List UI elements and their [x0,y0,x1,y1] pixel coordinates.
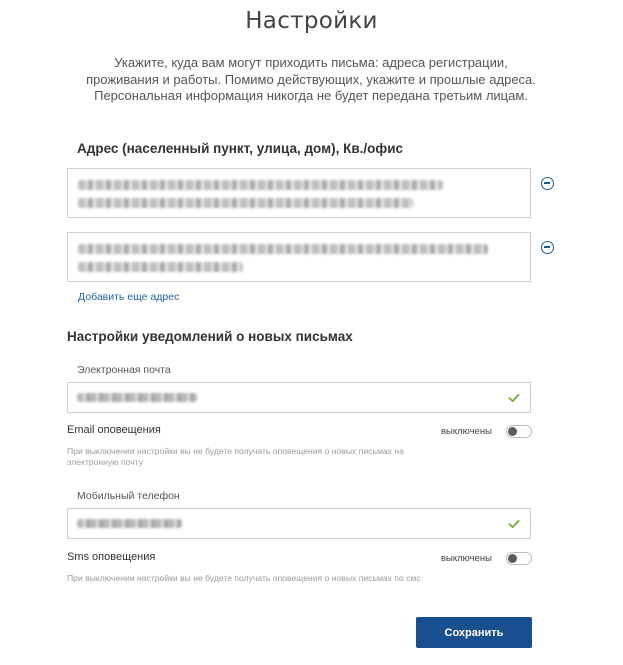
redacted-text [78,198,413,208]
redacted-text [77,519,182,528]
check-icon [508,392,520,404]
toggle-knob [508,554,517,563]
email-field-label: Электронная почта [77,364,171,376]
sms-notification-toggle[interactable] [506,552,532,565]
minus-circle-icon[interactable] [541,241,554,254]
email-notification-label: Email оповещения [67,424,161,436]
sms-notification-label: Sms оповещения [67,551,156,563]
redacted-text [77,393,197,402]
phone-field-label: Мобильный телефон [77,490,180,502]
sms-notification-status: выключены [441,553,492,564]
redacted-text [78,262,243,272]
address-section-label: Адрес (населенный пункт, улица, дом), Кв./офис [77,141,403,156]
redacted-text [78,180,443,190]
page-title: Настройки [245,8,378,34]
phone-field[interactable] [67,508,531,539]
toggle-knob [508,427,517,436]
email-notification-hint: При выключении настройки вы не будете получать оповещения о новых письмах на электронную почту [67,446,404,467]
check-icon [508,518,520,530]
intro-text: Укажите, куда вам могут приходить письма: адреса регистрации, проживания и работы. Помимо действующих, укажите и прошлые адреса. Персональная информация никогда не будет передана третьим лицам. [86,55,536,103]
add-address-link[interactable]: Добавить еще адрес [78,291,180,303]
notifications-heading: Настройки уведомлений о новых письмах [67,329,353,344]
email-notification-toggle[interactable] [506,425,532,438]
redacted-text [78,244,488,254]
minus-circle-icon[interactable] [541,177,554,190]
email-notification-status: выключены [441,426,492,437]
sms-notification-hint: При выключении настройки вы не будете получать оповещения о новых письмах по смс [67,573,421,583]
address-input-1[interactable] [67,168,531,218]
email-field[interactable] [67,382,531,413]
address-input-2[interactable] [67,232,531,282]
save-button[interactable]: Сохранить [416,617,532,648]
